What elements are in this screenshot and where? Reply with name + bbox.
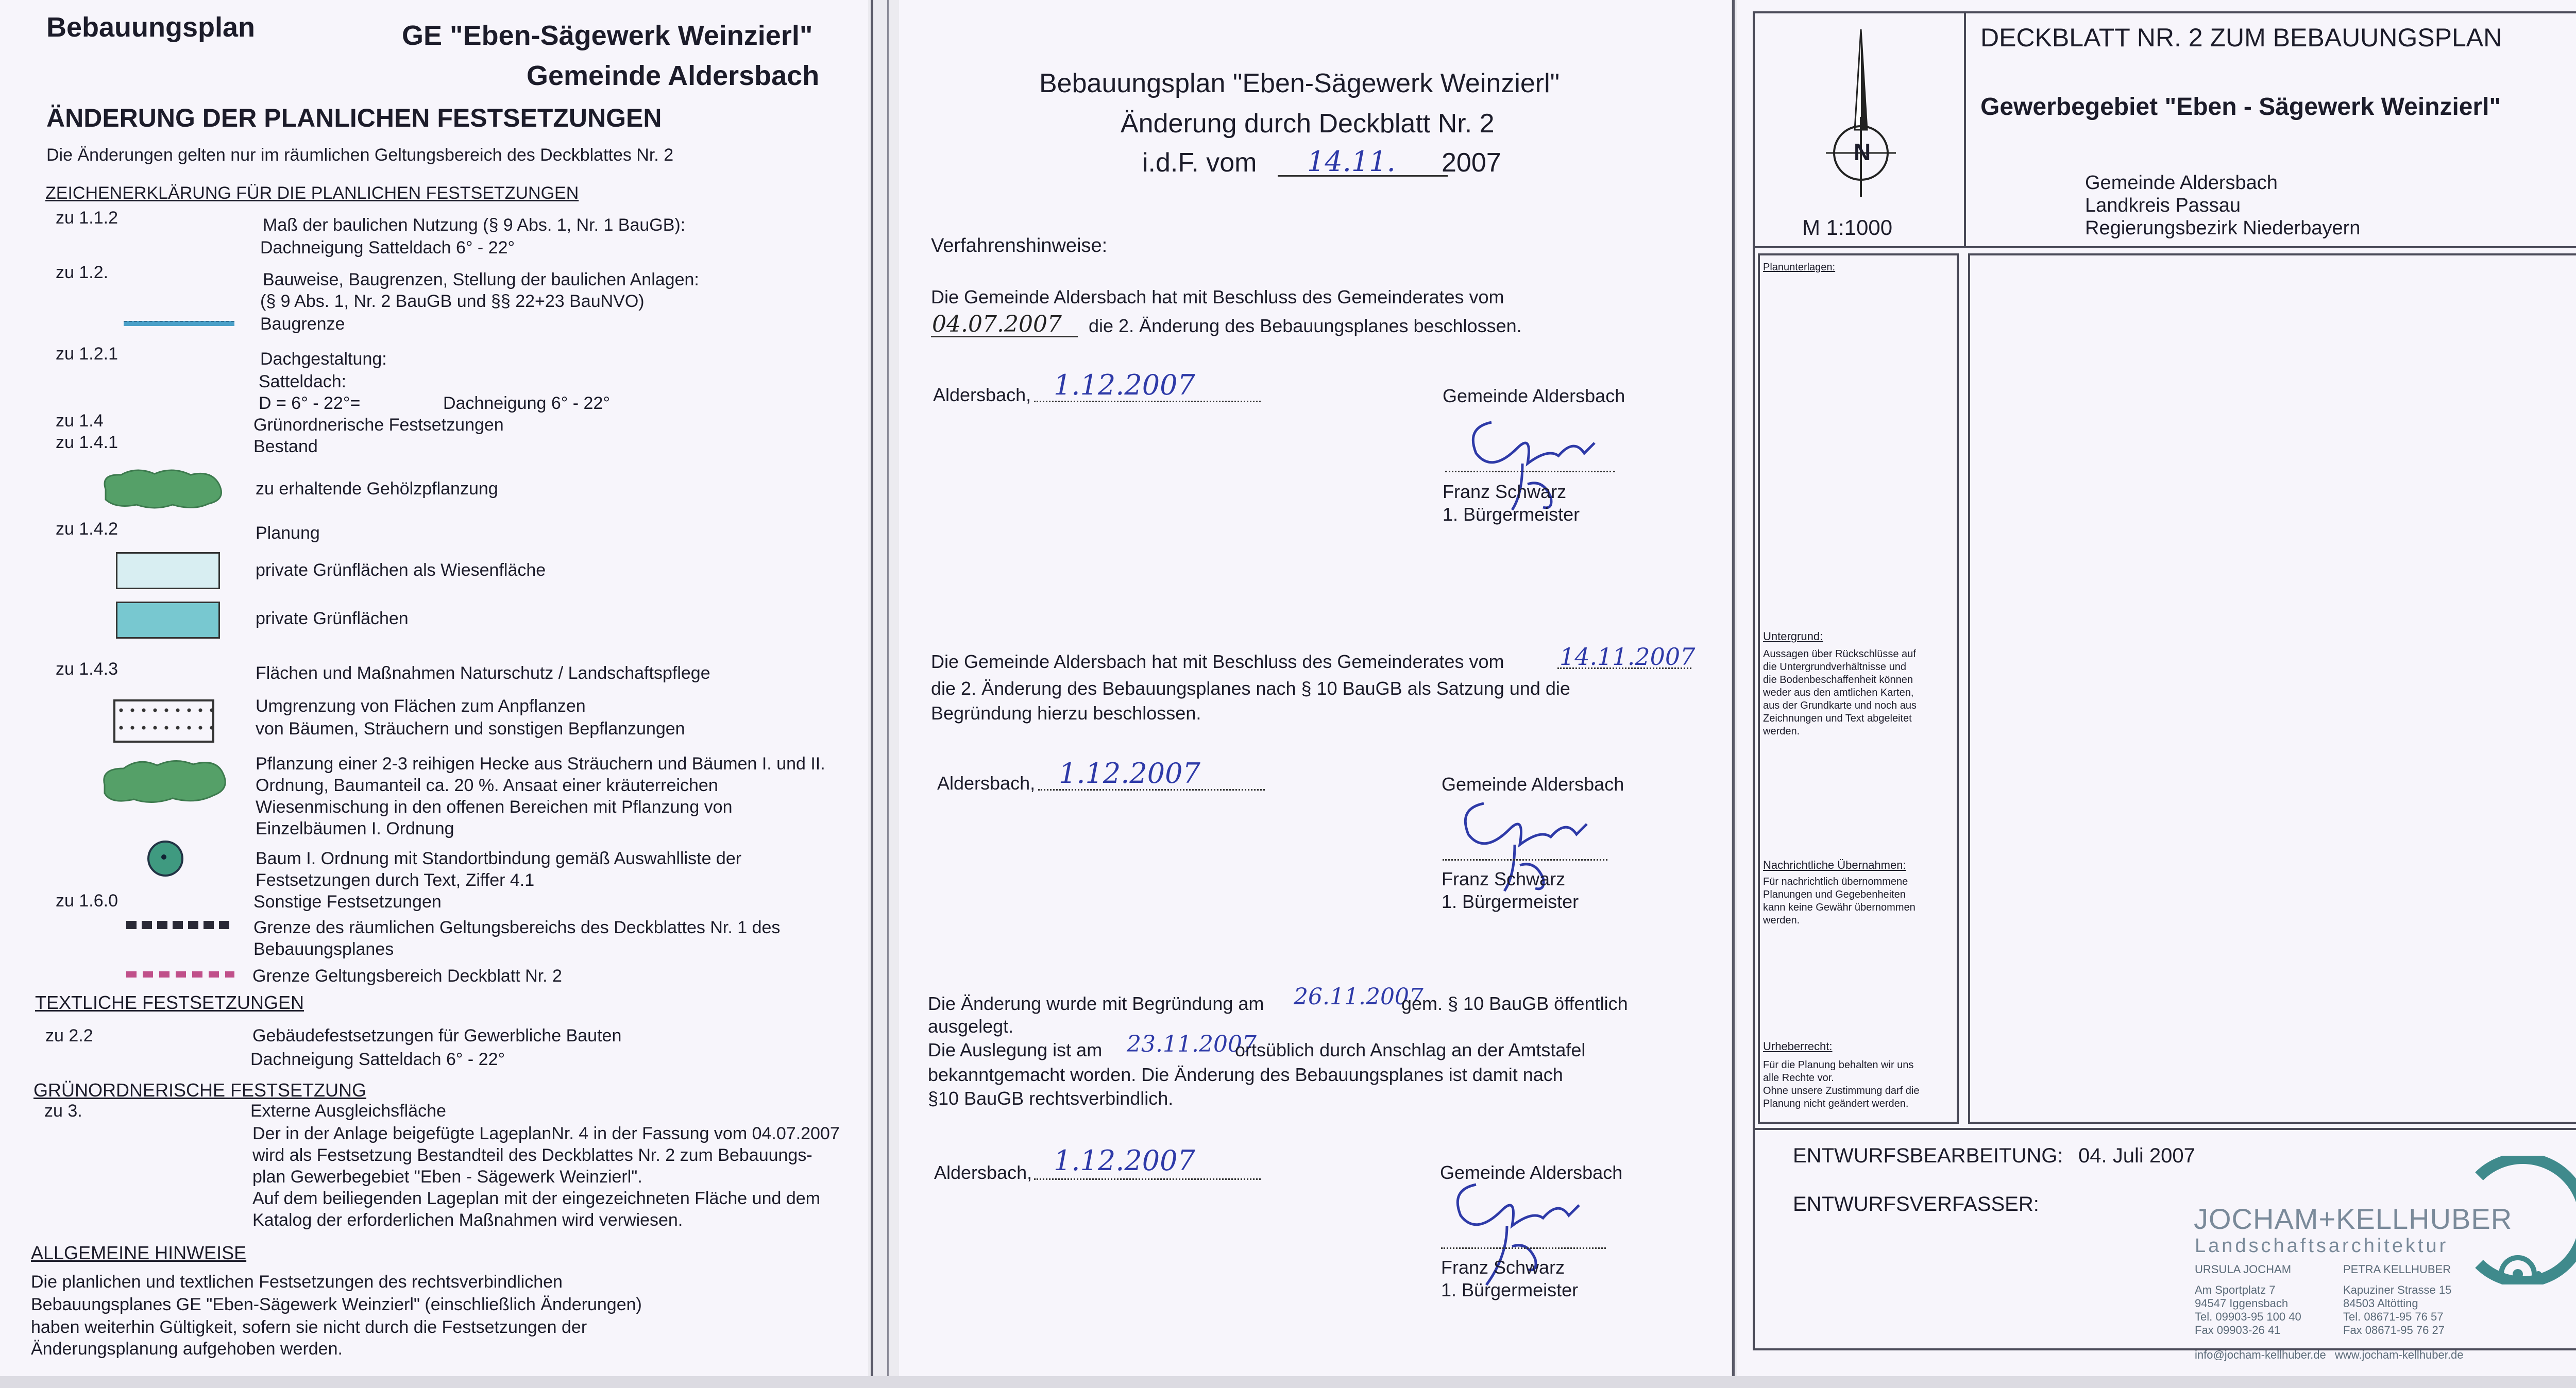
legend-text: Ordnung, Baumanteil ca. 20 %. Ansaat einer kräuterreichen [256, 776, 718, 795]
fold-line [871, 0, 873, 1388]
footer-divider [1753, 1128, 2576, 1130]
signer: Franz Schwarz [1441, 1257, 1565, 1278]
code-1-2: zu 1.2. [56, 263, 109, 282]
idf-date: 14.11. [1307, 145, 1396, 178]
note-line: Aussagen über Rückschlüsse auf [1763, 648, 1916, 660]
address-line: Fax 08671-95 76 27 [2343, 1324, 2445, 1336]
note-line: Für die Planung behalten wir uns [1763, 1059, 1914, 1071]
note-line: Zeichnungen und Text abgeleitet [1763, 713, 1912, 724]
code-1-4-3: zu 1.4.3 [56, 659, 118, 679]
sign-dots [1443, 859, 1607, 861]
note-line: Ohne unsere Zustimmung darf die [1763, 1085, 1920, 1096]
planting-boundary-symbol [113, 699, 214, 743]
green-line: wird als Festsetzung Bestandteil des Deckblattes Nr. 2 zum Bebauungs- [252, 1145, 812, 1165]
plan-docs-heading: Planunterlagen: [1763, 262, 1836, 273]
note-line: weder aus den amtlichen Karten, [1763, 687, 1914, 698]
middle-panel [899, 0, 1731, 1388]
firm-name: JOCHAM+KELLHUBER [2194, 1203, 2513, 1235]
p2-line1: Die Gemeinde Aldersbach hat mit Beschluss des Gemeinderates vom [931, 651, 1504, 672]
note-line: aus der Grundkarte und noch aus [1763, 700, 1917, 711]
draft-date: 04. Juli 2007 [2078, 1144, 2195, 1167]
place: Aldersbach, [937, 773, 1036, 794]
north-arrow-icon [1820, 27, 1902, 202]
legend-text: Bauweise, Baugrenzen, Stellung der baulichen Anlagen: [263, 270, 699, 289]
legend-text: private Grünflächen [256, 609, 409, 628]
legend-text: Grünordnerische Festsetzungen [253, 415, 504, 435]
note-line: kann keine Gewähr übernommen [1763, 902, 1916, 913]
legend-text: D = 6° - 22°= [259, 393, 361, 413]
hedge-symbol [95, 753, 232, 810]
green-line: Katalog der erforderlichen Maßnahmen wird verwiesen. [252, 1210, 683, 1230]
mid-title-2: Änderung durch Deckblatt Nr. 2 [1121, 109, 1495, 139]
p2-dots [1557, 667, 1691, 669]
green-line: plan Gewerbegebiet "Eben - Sägewerk Weinzierl". [252, 1167, 642, 1187]
location-line: Landkreis Passau [2085, 195, 2241, 216]
general-line: Änderungsplanung aufgehoben werden. [31, 1339, 343, 1359]
gewerbe-title: Gewerbegebiet "Eben - Sägewerk Weinzierl" [1980, 93, 2501, 121]
note-line: Planungen und Gegebenheiten [1763, 889, 1906, 900]
p2-date: 14.11.2007 [1560, 643, 1696, 671]
p3-line2: ausgelegt. [928, 1016, 1014, 1037]
authority: Gemeinde Aldersbach [1440, 1162, 1623, 1183]
idf-label: i.d.F. vom [1142, 148, 1257, 178]
signer: Franz Schwarz [1443, 481, 1567, 502]
baugrenze-symbol [124, 321, 234, 326]
legend-text: Bebauungsplanes [253, 939, 394, 959]
address-line: Tel. 08671-95 76 57 [2343, 1310, 2444, 1323]
role: 1. Bürgermeister [1442, 891, 1579, 912]
meadow-symbol [116, 552, 220, 589]
legend-text: Dachneigung 6° - 22° [443, 393, 610, 413]
legend-text: Sonstige Festsetzungen [253, 892, 442, 912]
copyright-heading: Urheberrecht: [1763, 1040, 1833, 1053]
address-line: Tel. 09903-95 100 40 [2195, 1310, 2301, 1323]
code-1-1-2: zu 1.1.2 [56, 208, 118, 228]
project-title: GE "Eben-Sägewerk Weinzierl" [402, 20, 813, 51]
signer: Franz Schwarz [1442, 868, 1566, 889]
p3-line3a: Die Auslegung ist am [928, 1039, 1103, 1060]
green-heading: GRÜNORDNERISCHE FESTSETZUNG [33, 1079, 367, 1101]
note-line: werden. [1763, 726, 1800, 737]
p2-line3: Begründung hierzu beschlossen. [931, 702, 1201, 724]
partner-1-address [2195, 1283, 2301, 1337]
scope-note: Die Änderungen gelten nur im räumlichen Geltungsbereich des Deckblattes Nr. 2 [46, 145, 674, 165]
code-1-4-2: zu 1.4.2 [56, 519, 118, 539]
text-line: Dachneigung Satteldach 6° - 22° [250, 1050, 505, 1069]
partner-2-address [2343, 1283, 2451, 1337]
legend-text: Festsetzungen durch Text, Ziffer 4.1 [256, 870, 535, 890]
sign-date: 1.12.2007 [1054, 1144, 1195, 1177]
sign-date: 1.12.2007 [1054, 369, 1195, 401]
general-line: Bebauungsplanes GE "Eben-Sägewerk Weinzierl" (einschließlich Änderungen) [31, 1295, 642, 1314]
legend-heading: ZEICHENERKLÄRUNG FÜR DIE PLANLICHEN FESTSETZUNGEN [45, 183, 579, 203]
copyright-text [1763, 1059, 1920, 1110]
legend-text: von Bäumen, Sträuchern und sonstigen Bepflanzungen [256, 719, 685, 739]
note-line: die Untergrundverhältnisse und [1763, 661, 1906, 673]
general-heading: ALLGEMEINE HINWEISE [31, 1242, 247, 1263]
scale: M 1:1000 [1802, 215, 1893, 239]
address-line: Am Sportplatz 7 [2195, 1283, 2276, 1296]
note-line: alle Rechte vor. [1763, 1072, 1834, 1084]
deckblatt-title: DECKBLATT NR. 2 ZUM BEBAUUNGSPLAN [1980, 23, 2502, 52]
address-line: 84503 Altötting [2343, 1297, 2418, 1310]
location-line: Gemeinde Aldersbach [2085, 172, 2278, 194]
legend-text: (§ 9 Abs. 1, Nr. 2 BauGB und §§ 22+23 BauNVO) [260, 292, 645, 311]
right-panel [1737, 0, 2576, 1388]
legend-text: Baum I. Ordnung mit Standortbindung gemäß Auswahlliste der [256, 849, 742, 868]
mid-title-1: Bebauungsplan "Eben-Sägewerk Weinzierl" [1039, 68, 1560, 98]
legend-text: Flächen und Maßnahmen Naturschutz / Landschaftspflege [256, 663, 710, 683]
note-line: Für nachrichtlich übernommene [1763, 876, 1908, 887]
legend-text: Umgrenzung von Flächen zum Anpflanzen [256, 696, 586, 716]
place: Aldersbach, [934, 1162, 1032, 1183]
tree-symbol-center [161, 854, 166, 860]
green-area-symbol [116, 602, 220, 639]
procedure-heading: Verfahrenshinweise: [931, 235, 1108, 256]
location-line: Regierungsbezirk Niederbayern [2085, 217, 2361, 239]
p1-date-underline [931, 336, 1078, 337]
green-line: Der in der Anlage beigefügte LageplanNr. 4 in der Fassung vom 04.07.2007 [252, 1124, 840, 1143]
p3-line1b: gem. § 10 BauGB öffentlich [1401, 993, 1628, 1014]
sign-dots [1441, 1247, 1606, 1249]
firm-email: info@jocham-kellhuber.de [2195, 1348, 2326, 1361]
role: 1. Bürgermeister [1443, 504, 1580, 525]
subsoil-heading: Untergrund: [1763, 630, 1823, 643]
partner-2-name: PETRA KELLHUBER [2343, 1263, 2451, 1276]
general-line: haben weiterhin Gültigkeit, sofern sie nicht durch die Festsetzungen der [31, 1317, 587, 1337]
header-divider [1753, 246, 2576, 248]
legend-text: Pflanzung einer 2-3 reihigen Hecke aus Sträuchern und Bäumen I. und II. [256, 754, 825, 774]
address-line: 94547 Iggensbach [2195, 1297, 2289, 1310]
general-line: Die planlichen und textlichen Festsetzungen des rechtsverbindlichen [31, 1272, 563, 1292]
p3-line5: §10 BauGB rechtsverbindlich. [928, 1088, 1174, 1109]
draft-label: ENTWURFSBEARBEITUNG: [1793, 1144, 2063, 1167]
address-line: Fax 09903-26 41 [2195, 1324, 2281, 1336]
p3-line1a: Die Änderung wurde mit Begründung am [928, 993, 1264, 1014]
code-2-2: zu 2.2 [45, 1026, 93, 1046]
legend-text: Bestand [253, 437, 318, 456]
green-line: Externe Ausgleichsfläche [250, 1101, 446, 1121]
authority: Gemeinde Aldersbach [1443, 385, 1625, 406]
adoption-heading: Nachrichtliche Übernahmen: [1763, 859, 1906, 871]
fold-line [887, 0, 889, 1388]
legend-text: Einzelbäumen I. Ordnung [256, 819, 454, 838]
idf-year: 2007 [1442, 148, 1501, 178]
legend-text: Grenze Geltungsbereich Deckblatt Nr. 2 [252, 966, 562, 986]
place: Aldersbach, [933, 384, 1031, 405]
p3-date2: 23.11.2007 [1127, 1031, 1257, 1057]
note-line: die Bodenbeschaffenheit können [1763, 674, 1913, 686]
legend-text: Baugrenze [260, 314, 345, 334]
plan-frame [1968, 253, 2576, 1124]
note-line: werden. [1763, 915, 1800, 926]
section-title: ÄNDERUNG DER PLANLICHEN FESTSETZUNGEN [46, 104, 662, 132]
address-line: Kapuziner Strasse 15 [2343, 1283, 2452, 1296]
north-label: N [1854, 139, 1871, 165]
partner-1-name: URSULA JOCHAM [2195, 1263, 2292, 1276]
subsoil-text [1763, 648, 1917, 738]
text-heading: TEXTLICHE FESTSETZUNGEN [35, 992, 304, 1013]
legend-text: private Grünflächen als Wiesenfläche [256, 560, 546, 580]
code-1-2-1: zu 1.2.1 [56, 344, 118, 364]
text-line: Gebäudefestsetzungen für Gewerbliche Bauten [252, 1026, 622, 1046]
role: 1. Bürgermeister [1441, 1279, 1579, 1300]
legend-text: Dachneigung Satteldach 6° - 22° [260, 238, 515, 258]
left-panel [0, 0, 868, 1388]
author-label: ENTWURFSVERFASSER: [1793, 1193, 2039, 1215]
legend-text: Maß der baulichen Nutzung (§ 9 Abs. 1, Nr. 1 BauGB): [263, 215, 686, 235]
authority: Gemeinde Aldersbach [1442, 774, 1624, 795]
legend-text: Grenze des räumlichen Geltungsbereichs des Deckblattes Nr. 1 des [253, 918, 781, 937]
code-1-4-1: zu 1.4.1 [56, 433, 118, 452]
p3-line3b: ortsüblich durch Anschlag an der Amtstafel [1235, 1039, 1586, 1060]
code-1-6-0: zu 1.6.0 [56, 891, 118, 911]
sign-date: 1.12.2007 [1059, 757, 1200, 790]
title-divider [1964, 11, 1966, 248]
p3-line4: bekanntgemacht worden. Die Änderung des Bebauungsplanes ist damit nach [928, 1064, 1563, 1085]
p3-date1: 26.11.2007 [1294, 984, 1423, 1010]
existing-shrubs-symbol [95, 464, 229, 512]
p1-line1: Die Gemeinde Aldersbach hat mit Beschluss des Gemeinderates vom [931, 286, 1504, 307]
legend-text: Wiesenmischung in den offenen Bereichen mit Pflanzung von [256, 797, 733, 817]
legend-text: Satteldach: [259, 372, 347, 391]
fold-line [1732, 0, 1735, 1388]
firm-subtitle: Landschaftsarchitektur [2195, 1235, 2449, 1257]
plan-title: Bebauungsplan [46, 12, 256, 43]
date-dots [1034, 1178, 1261, 1180]
legend-text: Dachgestaltung: [260, 349, 387, 369]
legend-text: Planung [256, 523, 320, 543]
code-1-4: zu 1.4 [56, 411, 104, 431]
p2-line2: die 2. Änderung des Bebauungsplanes nach § 10 BauGB als Satzung und die [931, 678, 1570, 699]
adoption-text [1763, 876, 1916, 927]
boundary-2-symbol [126, 971, 234, 978]
p1-line2: die 2. Änderung des Bebauungsplanes beschlossen. [1089, 315, 1522, 336]
green-line: Auf dem beiliegenden Lageplan mit der eingezeichneten Fläche und dem [252, 1189, 820, 1208]
legend-text: zu erhaltende Gehölzpflanzung [256, 479, 498, 499]
firm-web: www.jocham-kellhuber.de [2335, 1348, 2464, 1361]
sign-dots [1445, 471, 1615, 472]
code-3: zu 3. [44, 1101, 82, 1121]
boundary-1-symbol [126, 921, 234, 929]
p1-date: 04.07.2007 [932, 311, 1062, 337]
bottom-edge [0, 1376, 2576, 1388]
note-line: Planung nicht geändert werden. [1763, 1098, 1909, 1109]
municipality-title: Gemeinde Aldersbach [527, 60, 820, 91]
